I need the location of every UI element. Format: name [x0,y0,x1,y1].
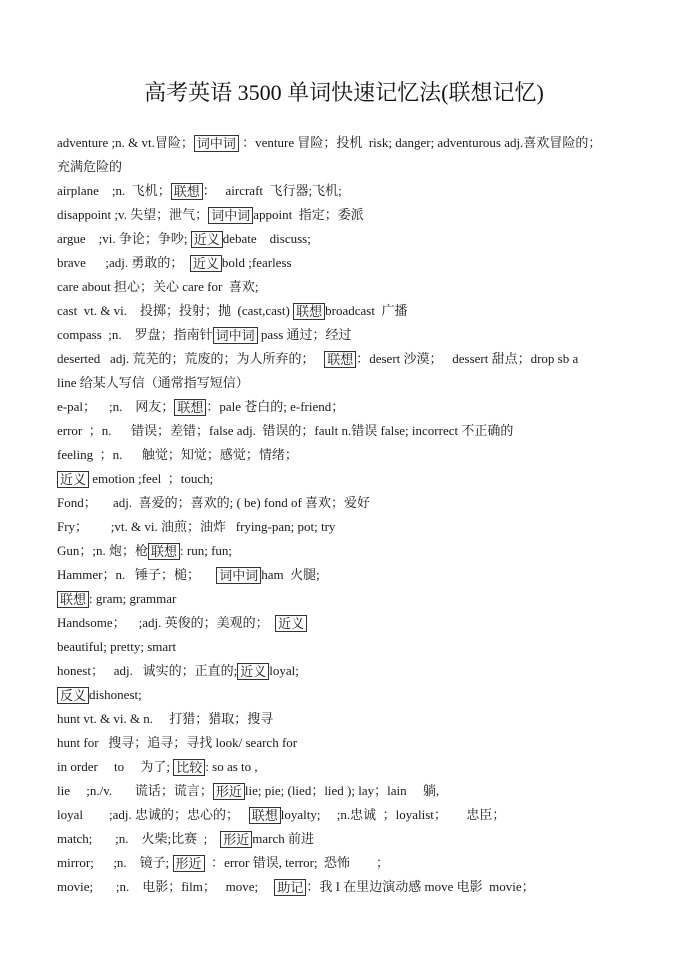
entry-text: pass 通过；经过 [257,327,352,342]
entry-line [57,827,677,851]
tag-box: 联想 [249,807,281,824]
entry-line [57,707,677,731]
entry-text: compass ;n. 罗盘；指南针 [57,327,213,342]
entry-text: : run; fun; [180,543,233,558]
entry-line [57,203,677,227]
entry-text: line 给某人写信（通常指写短信） [57,375,249,390]
entry-text: 充满危险的 [57,159,123,174]
entry-line [57,227,677,251]
tag-box: 反义 [57,687,89,704]
entry-text: appoint 指定；委派 [253,207,364,222]
entry-text: ：我 I 在里边演动感 move 电影 movie； [306,879,535,894]
entry-line [57,875,677,899]
tag-box: 联想 [324,351,356,368]
entry-text: match; ;n. 火柴;比赛 ; [57,831,221,846]
entry-text: ：error 错误, terror; 恐怖 ； [204,855,390,870]
tag-box: 近义 [237,663,269,680]
entry-line [57,467,677,491]
entry-text: ：desert 沙漠； dessert 甜点；drop sb a [356,351,579,366]
entry-text: ：venture 冒险；投机 risk; danger; adventurous adj.喜欢冒险的； [238,135,602,150]
entry-line [57,755,677,779]
entry-line [57,179,677,203]
entry-text: error ；n. 错误；差错；false adj. 错误的；fault n.错误 false; incorrect 不正确的 [57,423,514,438]
entry-line [57,419,677,443]
entry-text: brave ;adj. 勇敢的； [57,255,190,270]
entry-text: emotion ;feel ；touch; [89,471,214,486]
entry-line [57,659,677,683]
entry-line [57,347,677,371]
entry-line [57,851,677,875]
entry-text: adventure ;n. & vt.冒险； [57,135,194,150]
entry-line [57,635,677,659]
tag-box: 词中词 [194,135,239,152]
tag-box: 形近 [213,783,245,800]
entry-text: e-pal； ;n. 网友； [57,399,175,414]
entry-line [57,587,677,611]
tag-box: 形近 [173,855,205,872]
entry-text: care about 担心；关心 care for 喜欢; [57,279,259,294]
entry-line [57,539,677,563]
entry-text: Handsome； ;adj. 英俊的；美观的； [57,615,276,630]
tag-box: 近义 [275,615,307,632]
entry-text: loyal ;adj. 忠诚的；忠心的； [57,807,249,822]
entry-line [57,395,677,419]
tag-box: 联想 [57,591,89,608]
tag-box: 近义 [191,231,223,248]
entry-text: cast vt. & vi. 投掷；投射；抛 (cast,cast) [57,303,294,318]
entry-text: feeling ；n. 触觉；知觉；感觉；情绪； [57,447,298,462]
entry-text: Hammer；n. 锤子；槌； [57,567,217,582]
tag-box: 近义 [190,255,222,272]
entry-text: in order to 为了; [57,759,174,774]
entry-line [57,683,677,707]
entry-text: airplane ;n. 飞机； [57,183,171,198]
tag-box: 联想 [171,183,203,200]
entry-text: loyalty; ;n.忠诚 ；loyalist； 忠臣； [280,807,506,822]
entry-text: Fond； adj. 喜爱的；喜欢的; ( be) fond of 喜欢；爱好 [57,495,371,510]
entry-text: Fry； ;vt. & vi. 油煎；油炸 frying-pan; pot; try [57,519,336,534]
entry-text: hunt for 搜寻；追寻；寻找 look/ search for [57,735,298,750]
entry-line [57,275,677,299]
entry-text: Gun；;n. 炮；枪 [57,543,149,558]
entry-text: bold ;fearless [221,255,292,270]
page-title: 高考英语 3500 单词快速记忆法(联想记忆) [144,80,544,105]
entry-text: dishonest; [89,687,142,702]
entry-text: beautiful; pretty; smart [57,639,177,654]
entry-line [57,443,677,467]
entry-line [57,515,677,539]
entry-text: honest； adj. 诚实的；正直的; [57,663,238,678]
entry-line [57,491,677,515]
entry-line [57,611,677,635]
entry-text: : gram; grammar [89,591,177,606]
entry-line [57,323,677,347]
entry-text: ham 火腿; [261,567,320,582]
tag-box: 词中词 [213,327,258,344]
entry-line [57,299,677,323]
tag-box: 词中词 [208,207,253,224]
entry-text: disappoint ;v. 失望；泄气； [57,207,209,222]
tag-box: 联想 [293,303,325,320]
entry-text: ：pale 苍白的; e-friend； [206,399,345,414]
entry-line [57,371,677,395]
entry-line [57,803,677,827]
tag-box: 形近 [220,831,252,848]
entry-line [57,563,677,587]
tag-box: 近义 [57,471,89,488]
entry-line [57,155,677,179]
tag-box: 联想 [174,399,206,416]
tag-box: 助记 [274,879,306,896]
entry-text: ： aircraft 飞行器;飞机; [202,183,342,198]
entry-line [57,251,677,275]
tag-box: 比较 [173,759,205,776]
entry-text: march 前进 [252,831,314,846]
entry-line [57,131,677,155]
entry-text: argue ;vi. 争论；争吵; [57,231,191,246]
entry-text: lie; pie; (lied；lied ); lay；lain 躺, [244,783,440,798]
entry-text: loyal; [269,663,299,678]
entry-text: deserted adj. 荒芜的；荒废的；为人所弃的； [57,351,325,366]
entry-line [57,779,677,803]
tag-box: 词中词 [216,567,261,584]
entry-text: mirror; ;n. 镜子; [57,855,173,870]
entry-text: movie; ;n. 电影；film； move; [57,879,275,894]
entry-text: broadcast 广播 [325,303,408,318]
entry-text: lie ;n./v. 谎话；谎言； [57,783,213,798]
entry-text: : so as to , [205,759,258,774]
tag-box: 联想 [148,543,180,560]
entry-text: hunt vt. & vi. & n. 打猎；猎取；搜寻 [57,711,274,726]
entry-line [57,731,677,755]
entry-text: debate discuss; [222,231,311,246]
vocabulary-list [57,131,677,899]
